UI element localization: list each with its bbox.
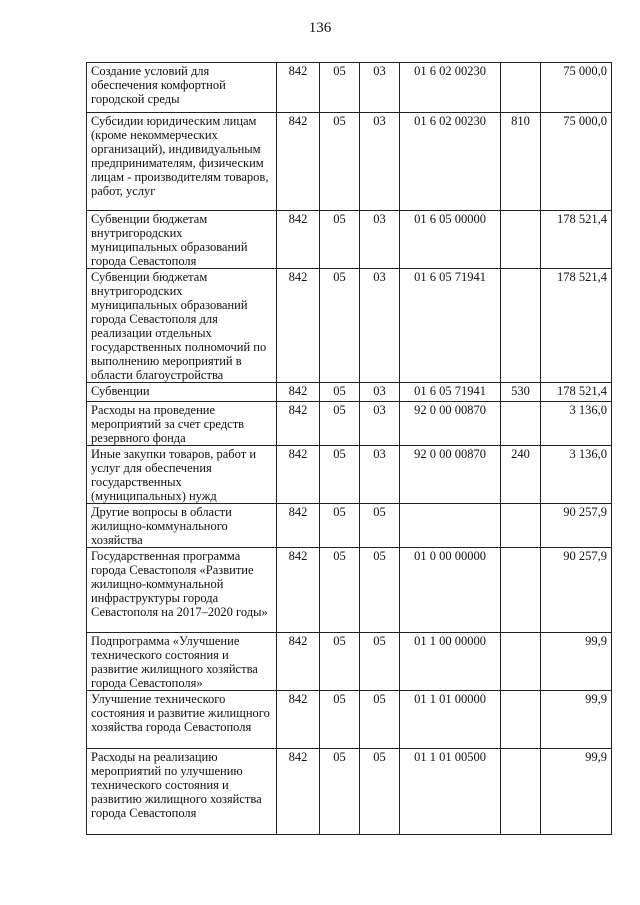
target-code: 01 1 01 00000 [400,691,501,749]
subsection-code: 05 [360,504,400,548]
subsection-code: 03 [360,383,400,402]
row-name: Иные закупки товаров, работ и услуг для обеспечения государственных (муниципальных) нужд [87,446,277,504]
row-name: Другие вопросы в области жилищно-коммунального хозяйства [87,504,277,548]
amount: 178 521,4 [541,383,612,402]
amount: 3 136,0 [541,446,612,504]
expense-type-code [501,63,541,113]
table-row [87,269,612,383]
table-row [87,446,612,504]
subsection-code: 05 [360,691,400,749]
subsection-code: 03 [360,402,400,446]
amount: 99,9 [541,633,612,691]
amount: 3 136,0 [541,402,612,446]
expense-type-code [501,269,541,383]
budget-table [86,62,612,835]
ministry-code: 842 [277,63,320,113]
row-name: Расходы на проведение мероприятий за счет средств резервного фонда [87,402,277,446]
table-row [87,633,612,691]
section-code: 05 [320,211,360,269]
target-code: 01 6 05 00000 [400,211,501,269]
amount: 75 000,0 [541,113,612,211]
row-name: Подпрограмма «Улучшение технического состояния и развитие жилищного хозяйства города Севастополя» [87,633,277,691]
ministry-code: 842 [277,504,320,548]
target-code: 01 0 00 00000 [400,548,501,633]
section-code: 05 [320,402,360,446]
target-code: 01 6 05 71941 [400,269,501,383]
ministry-code: 842 [277,269,320,383]
table-row [87,383,612,402]
subsection-code: 05 [360,633,400,691]
table-row [87,691,612,749]
expense-type-code [501,211,541,269]
amount: 75 000,0 [541,63,612,113]
ministry-code: 842 [277,446,320,504]
amount: 99,9 [541,749,612,835]
section-code: 05 [320,633,360,691]
target-code [400,504,501,548]
expense-type-code [501,633,541,691]
expense-type-code [501,402,541,446]
table-row [87,63,612,113]
row-name: Государственная программа города Севастополя «Развитие жилищно-коммунальной инфраструктуры города Севастополя на 2017–2020 годы» [87,548,277,633]
row-name: Расходы на реализацию мероприятий по улучшению технического состояния и развитию жилищного хозяйства города Севастополя [87,749,277,835]
subsection-code: 05 [360,749,400,835]
section-code: 05 [320,504,360,548]
ministry-code: 842 [277,402,320,446]
target-code: 01 1 01 00500 [400,749,501,835]
subsection-code: 03 [360,63,400,113]
section-code: 05 [320,113,360,211]
table-row [87,113,612,211]
subsection-code: 03 [360,211,400,269]
table-row [87,548,612,633]
section-code: 05 [320,691,360,749]
expense-type-code [501,504,541,548]
amount: 99,9 [541,691,612,749]
row-name: Субсидии юридическим лицам (кроме некоммерческих организаций), индивидуальным предпринимателям, физическим лицам - производителям товаров, работ, услуг [87,113,277,211]
expense-type-code: 240 [501,446,541,504]
ministry-code: 842 [277,548,320,633]
row-name: Субвенции [87,383,277,402]
page-number: 136 [308,20,332,36]
target-code: 92 0 00 00870 [400,446,501,504]
expense-type-code [501,691,541,749]
ministry-code: 842 [277,113,320,211]
expense-type-code [501,548,541,633]
target-code: 92 0 00 00870 [400,402,501,446]
ministry-code: 842 [277,383,320,402]
table-row [87,504,612,548]
expense-type-code [501,749,541,835]
target-code: 01 6 02 00230 [400,113,501,211]
section-code: 05 [320,269,360,383]
target-code: 01 1 00 00000 [400,633,501,691]
section-code: 05 [320,446,360,504]
ministry-code: 842 [277,633,320,691]
row-name: Создание условий для обеспечения комфортной городской среды [87,63,277,113]
ministry-code: 842 [277,691,320,749]
ministry-code: 842 [277,211,320,269]
expense-type-code: 810 [501,113,541,211]
subsection-code: 05 [360,548,400,633]
section-code: 05 [320,383,360,402]
amount: 90 257,9 [541,548,612,633]
amount: 178 521,4 [541,269,612,383]
target-code: 01 6 02 00230 [400,63,501,113]
subsection-code: 03 [360,446,400,504]
target-code: 01 6 05 71941 [400,383,501,402]
table-row [87,402,612,446]
table-row [87,211,612,269]
section-code: 05 [320,63,360,113]
table-row [87,749,612,835]
row-name: Субвенции бюджетам внутригородских муниципальных образований города Севастополя для реализации отдельных государственных полномочий по выполнению мероприятий в области благоустройства [87,269,277,383]
subsection-code: 03 [360,113,400,211]
amount: 90 257,9 [541,504,612,548]
section-code: 05 [320,548,360,633]
subsection-code: 03 [360,269,400,383]
amount: 178 521,4 [541,211,612,269]
expense-type-code: 530 [501,383,541,402]
ministry-code: 842 [277,749,320,835]
row-name: Субвенции бюджетам внутригородских муниципальных образований города Севастополя [87,211,277,269]
row-name: Улучшение технического состояния и развитие жилищного хозяйства города Севастополя [87,691,277,749]
section-code: 05 [320,749,360,835]
